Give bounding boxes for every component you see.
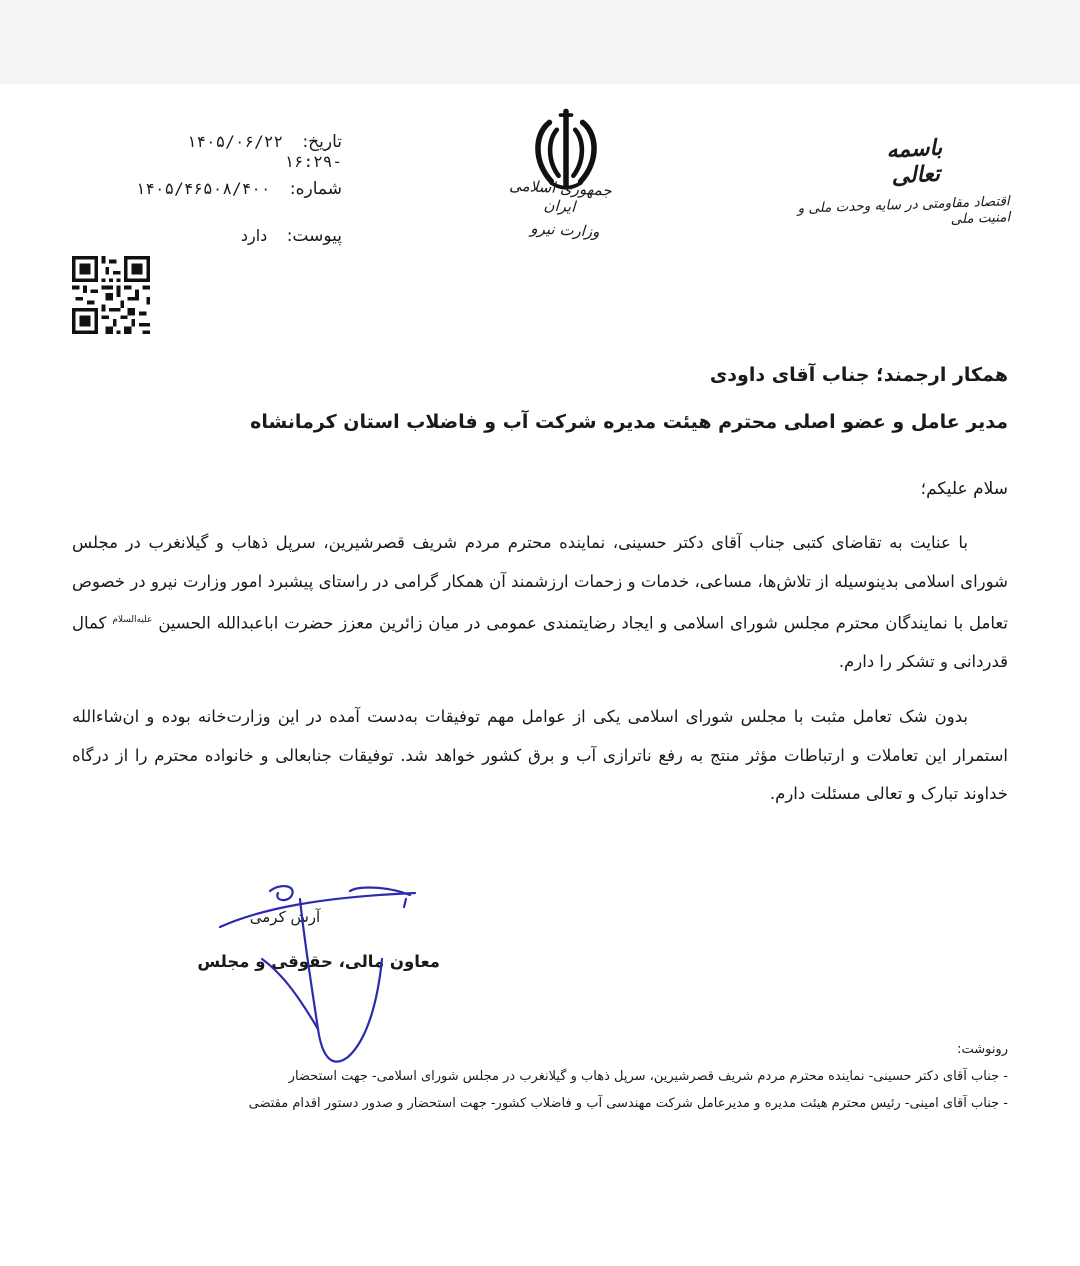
- signatory-title: معاون مالی، حقوقی و مجلس: [197, 952, 440, 971]
- addressee-line2: مدیر عامل و عضو اصلی محترم هیئت مدیره شرکت آب و فاضلاب استان کرمانشاه: [250, 411, 1008, 433]
- basmala-heading: باسمه تعالی: [885, 134, 943, 190]
- top-margin-band: [0, 0, 1080, 84]
- slogan: اقتصاد مقاومتی در سایه وحدت ملی و امنیت ملی: [797, 193, 1011, 228]
- qr-code-icon: [72, 256, 150, 334]
- date-value: ۱۴۰۵/۰۶/۲۲ -۱۶:۲۹: [186, 132, 342, 171]
- cc-line-1: - جناب آقای دکتر حسینی- نماینده محترم مردم شریف قصرشیرین، سرپل ذهاب و گیلانغرب در مجلس شورای اسلامی- جهت استحضار: [288, 1069, 1008, 1084]
- letter-page: [0, 84, 1080, 1266]
- signatory-name: آرش کرمی: [249, 908, 321, 926]
- body-paragraph-2: بدون شک تعامل مثبت با مجلس شورای اسلامی یکی از عوامل مهم توفیقات به‌دست آمده در این وزارت‌خانه بوده و ان‌شاءالله استمرار این تعاملات و ارتباطات مؤثر منتج به رفع ناترازی آب و برق کشور خواهد شد. توفیقات جنابعالی و خانواده محترم را از درگاه خداوند تبارک و تعالی مسئلت دارم.: [72, 707, 1008, 803]
- number-value: ۱۴۰۵/۴۶۵۰۸/۴۰۰: [135, 179, 271, 198]
- number-label: شماره:: [289, 179, 342, 199]
- cc-line-2: - جناب آقای امینی- رئیس محترم هیئت مدیره و مدیرعامل شرکت مهندسی آب و فاضلاب کشور- جهت استحضار و صدور دستور اقدام مقتضی: [248, 1096, 1008, 1111]
- greeting: سلام علیکم؛: [920, 479, 1008, 499]
- body-paragraph-1: [72, 524, 1008, 682]
- addressee-line1: همکار ارجمند؛ جناب آقای داودی: [709, 364, 1008, 386]
- date-row: [120, 132, 342, 172]
- date-label: تاریخ:: [302, 132, 342, 152]
- cc-heading: رونوشت:: [957, 1042, 1008, 1057]
- emblem-caption-country: جمهوری اسلامی ایران: [508, 176, 613, 216]
- body-paragraph-1-end: کمال قدردانی و تشکر را دارم.: [72, 613, 1008, 671]
- handwritten-signature-icon: [200, 879, 440, 1079]
- honorific-superscript: علیه‌السلام: [112, 615, 153, 625]
- body-paragraph-1-text: با عنایت به تقاضای کتبی جناب آقای دکتر حسینی، نماینده محترم مردم شریف قصرشیرین، سرپل ذهاب و گیلانغرب در مجلس شورای اسلامی بدینوسیله از تلاش‌ها، مساعی، خدمات و زحمات ارزشمند آن همکار گرامی در راستای پیشبرد امور وزارت نیرو در خصوص تعامل با نمایندگان محترم مجلس شورای اسلامی و ایجاد رضایتمندی عمومی در میان زائرین معزز حضرت اباعبدالله الحسین: [72, 533, 1008, 633]
- attachment-label: پیوست:: [286, 226, 342, 246]
- number-row: [128, 179, 342, 199]
- attachment-value: دارد: [240, 226, 268, 245]
- emblem-caption-ministry: وزارت نیرو: [530, 219, 600, 241]
- attachment-row: [200, 226, 342, 246]
